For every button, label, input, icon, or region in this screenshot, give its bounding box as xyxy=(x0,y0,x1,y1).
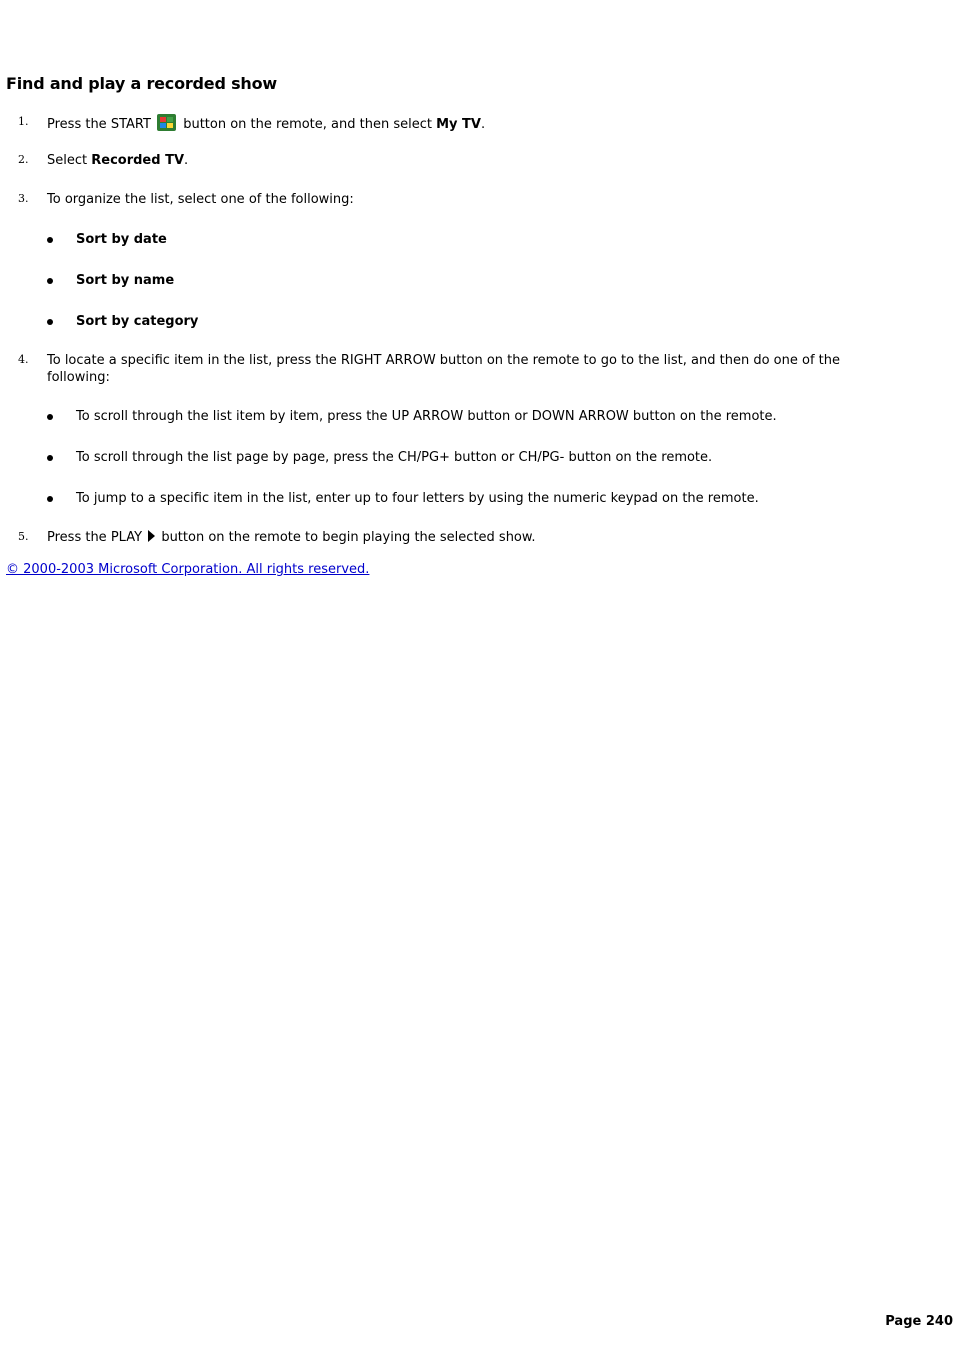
bullet-icon xyxy=(47,496,53,502)
step-4-text-line1: To locate a specific item in the list, press the RIGHT ARROW button on the remote to go to the list, and then do one of the xyxy=(47,353,840,368)
page-title: Find and play a recorded show xyxy=(6,74,277,93)
recorded-tv-label: Recorded TV xyxy=(91,153,185,168)
step-5-text: Press the PLAY button on the remote to begin playing the selected show. xyxy=(47,530,536,545)
step-number-4: 4. xyxy=(18,353,29,366)
bullet-icon xyxy=(47,414,53,420)
bullet-icon xyxy=(47,237,53,243)
page-number: Page 240 xyxy=(885,1314,953,1329)
step-number-3: 3. xyxy=(18,192,29,205)
bullet-icon xyxy=(47,455,53,461)
step-3-text: To organize the list, select one of the following: xyxy=(47,192,354,207)
step-1-text: Press the START button on the remote, and then select My TV. xyxy=(47,114,485,133)
locate-option: To scroll through the list item by item, press the UP ARROW button or DOWN ARROW button on the remote. xyxy=(76,409,777,424)
copyright-link[interactable]: © 2000-2003 Microsoft Corporation. All rights reserved. xyxy=(6,562,370,577)
sort-option: Sort by name xyxy=(76,273,175,288)
step-4-text-line2: following: xyxy=(47,370,110,385)
sort-option: Sort by category xyxy=(76,314,199,329)
bullet-icon xyxy=(47,319,53,325)
sort-option: Sort by date xyxy=(76,232,167,247)
play-triangle-icon xyxy=(148,530,155,542)
step-number-2: 2. xyxy=(18,153,29,166)
locate-option: To jump to a specific item in the list, enter up to four letters by using the numeric keypad on the remote. xyxy=(76,491,759,506)
locate-option: To scroll through the list page by page, press the CH/PG+ button or CH/PG- button on the remote. xyxy=(76,450,713,465)
step-number-1: 1. xyxy=(18,115,29,128)
my-tv-label: My TV xyxy=(436,117,481,132)
bullet-icon xyxy=(47,278,53,284)
windows-start-icon xyxy=(157,114,176,131)
step-number-5: 5. xyxy=(18,530,29,543)
step-2-text: Select Recorded TV. xyxy=(47,153,189,168)
